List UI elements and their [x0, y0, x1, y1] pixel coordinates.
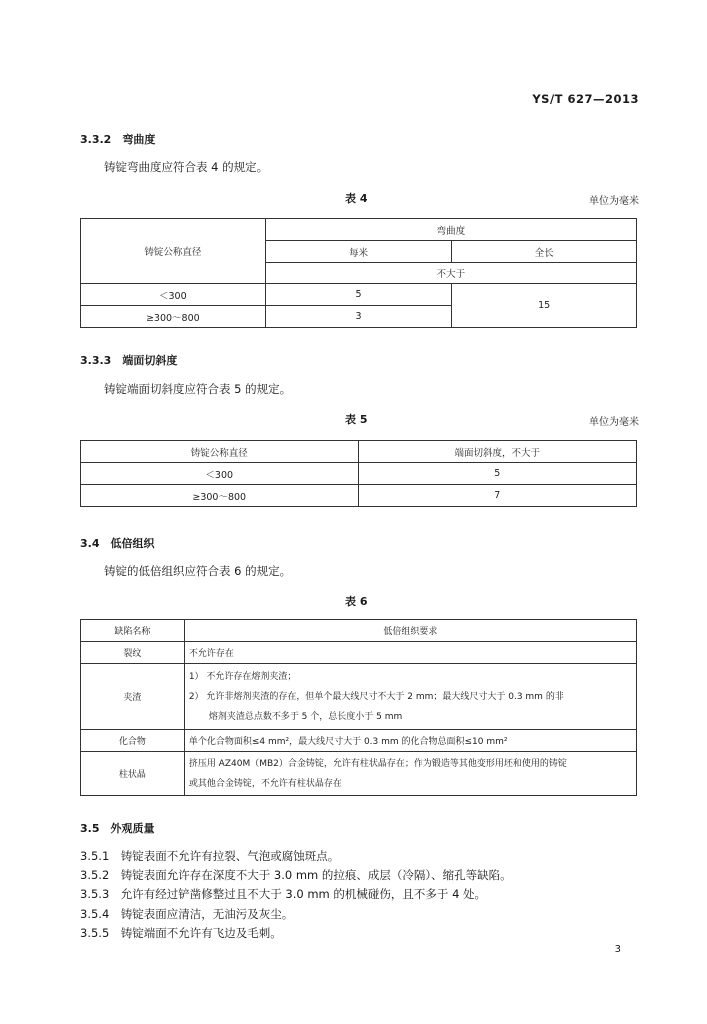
table-6-cell-defect: 夹渣 — [81, 664, 185, 730]
section-heading-3-3-3: 3.3.3 端面切斜度 — [80, 354, 178, 367]
table-row — [81, 664, 637, 730]
table-6-cell-defect: 化合物 — [81, 730, 185, 752]
table-5-header-diameter: 铸锭公称直径 — [81, 441, 359, 463]
slag-req-line-1: 1） 不允许存在熔剂夹渣； — [188, 671, 297, 682]
section-text-3-4: 铸锭的低倍组织应符合表 6 的规定。 — [104, 564, 292, 578]
table-6-header-requirement: 低倍组织要求 — [184, 620, 636, 642]
table-5 — [80, 440, 637, 507]
table-5-header-slope: 端面切斜度，不大于 — [358, 441, 637, 463]
table-4-cell-diameter: ≥300～800 — [81, 306, 266, 328]
table-row — [81, 642, 637, 664]
table-5-unit: 单位为毫米 — [589, 417, 639, 428]
section-heading-3-3-2: 3.3.2 弯曲度 — [80, 133, 156, 146]
table-4 — [80, 218, 637, 328]
table-6-cell-requirement: 单个化合物面积≤4 mm²，最大线尺寸大于 0.3 mm 的化合物总面积≤10 mm² — [184, 730, 636, 752]
table-4-cell-diameter: ＜300 — [81, 284, 266, 306]
page-number: 3 — [614, 944, 621, 955]
section-text-3-3-3: 铸锭端面切斜度应符合表 5 的规定。 — [104, 382, 292, 396]
table-4-header-bend: 弯曲度 — [265, 219, 636, 241]
section-text-3-3-2: 铸锭弯曲度应符合表 4 的规定。 — [104, 160, 269, 174]
table-4-unit: 单位为毫米 — [589, 196, 639, 207]
table-4-header-diameter: 铸锭公称直径 — [81, 219, 266, 284]
table-5-cell-value: 5 — [358, 463, 637, 485]
table-row — [81, 463, 637, 485]
table-6-header-defect: 缺陷名称 — [81, 620, 185, 642]
table-row — [81, 752, 637, 796]
standard-number: YS/T 627—2013 — [532, 92, 639, 106]
list-item: 3.5.4 铸锭表面应清洁，无油污及灰尘。 — [80, 907, 294, 921]
table-4-header-per-meter: 每米 — [265, 241, 452, 263]
table-row — [81, 730, 637, 752]
table-4-caption: 表 4 — [345, 192, 368, 205]
section-heading-3-5: 3.5 外观质量 — [80, 822, 155, 835]
list-item: 3.5.5 铸锭端面不允许有飞边及毛刺。 — [80, 926, 282, 940]
table-6-cell-requirement: 不允许存在 — [184, 642, 636, 664]
table-6-cell-defect: 柱状晶 — [81, 752, 185, 796]
list-item: 3.5.1 铸锭表面不允许有拉裂、气泡或腐蚀斑点。 — [80, 849, 340, 863]
table-4-cell-per-meter: 5 — [265, 284, 452, 306]
table-4-cell-full-length: 15 — [452, 284, 637, 328]
section-heading-3-4: 3.4 低倍组织 — [80, 537, 155, 550]
table-4-header-not-more: 不大于 — [265, 263, 636, 284]
table-5-cell-diameter: ＜300 — [81, 463, 359, 485]
table-5-caption: 表 5 — [345, 413, 368, 426]
list-item: 3.5.2 铸锭表面允许存在深度不大于 3.0 mm 的拉痕、成层（冷隔）、缩孔等缺陷。 — [80, 868, 512, 882]
table-4-cell-per-meter: 3 — [265, 306, 452, 328]
columnar-req-line-1: 挤压用 AZ40M（MB2）合金铸锭，允许有柱状晶存在；作为锻造等其他变形用坯和使用的铸锭 — [188, 758, 567, 769]
slag-req-line-3: 熔剂夹渣总点数不多于 5 个，总长度小于 5 mm — [208, 711, 403, 722]
table-6 — [80, 619, 637, 796]
table-6-cell-requirement — [184, 664, 636, 730]
table-row — [81, 284, 637, 306]
table-4-header-full-length: 全长 — [452, 241, 637, 263]
table-6-cell-requirement — [184, 752, 636, 796]
columnar-req-line-2: 或其他合金铸锭，不允许有柱状晶存在 — [188, 778, 342, 789]
list-item: 3.5.3 允许有经过铲凿修整过且不大于 3.0 mm 的机械碰伤，且不多于 4 处。 — [80, 887, 487, 901]
table-row — [81, 485, 637, 507]
slag-req-line-2: 2） 允许非熔剂夹渣的存在，但单个最大线尺寸不大于 2 mm；最大线尺寸大于 0.3 mm 的非 — [188, 691, 564, 702]
table-6-caption: 表 6 — [345, 595, 368, 608]
table-5-cell-value: 7 — [358, 485, 637, 507]
table-5-cell-diameter: ≥300～800 — [81, 485, 359, 507]
table-6-cell-defect: 裂纹 — [81, 642, 185, 664]
